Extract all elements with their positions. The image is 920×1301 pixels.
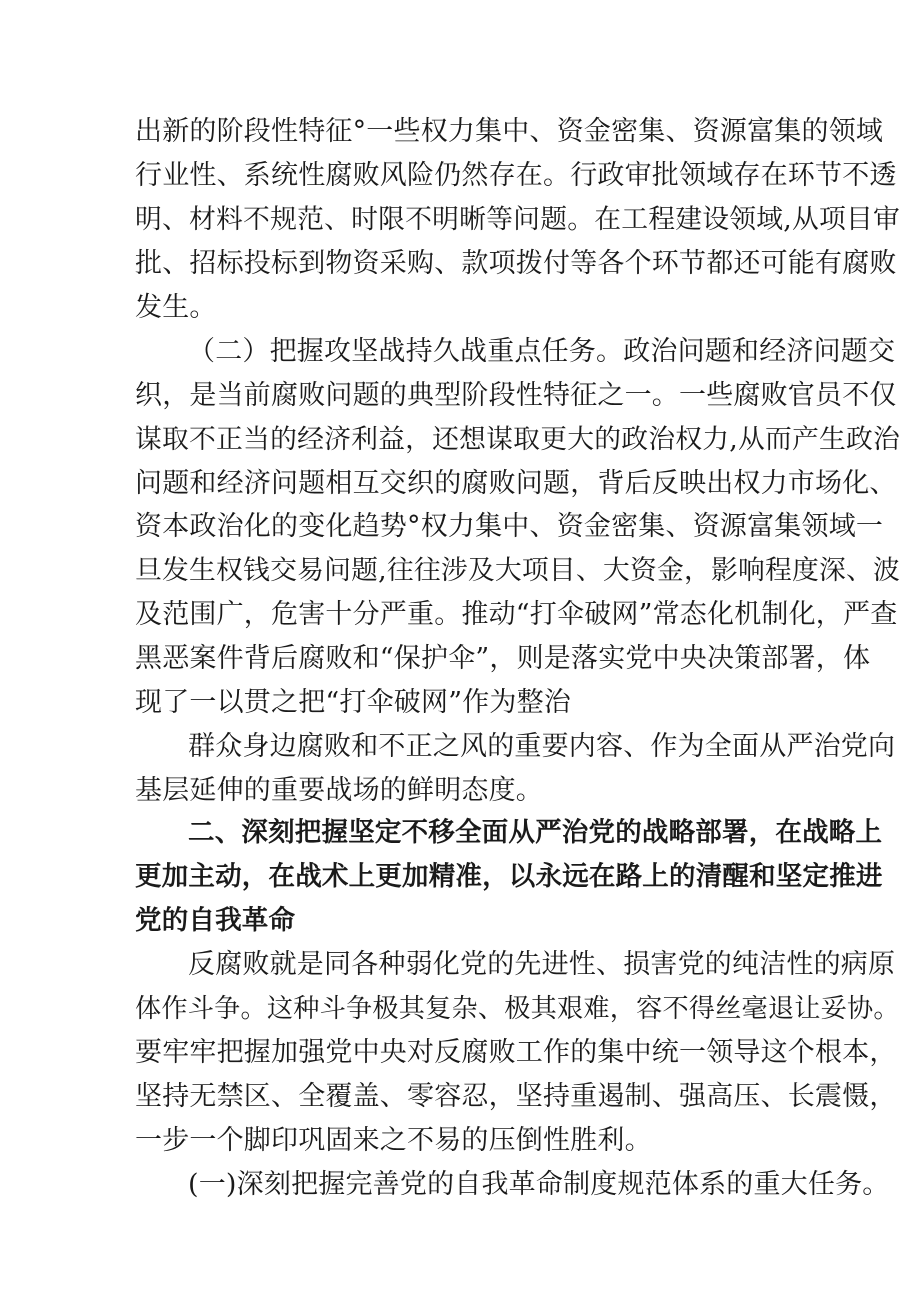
paragraph-4-line-2: 体作斗争。这种斗争极其复杂、极其艰难，容不得丝毫退让妥协。 bbox=[135, 994, 900, 1024]
paragraph-3-line-1: 群众身边腐败和不正之风的重要内容、作为全面从严治党向 bbox=[188, 731, 896, 762]
paragraph-5-line-1: (一)深刻把握完善党的自我革命制度规范体系的重大任务。 bbox=[188, 1169, 890, 1200]
paragraph-2-line-4: 问题和经济问题相互交织的腐败问题，背后反映出权力市场化、 bbox=[135, 468, 897, 499]
paragraph-4-line-1: 反腐败就是同各种弱化党的先进性、损害党的纯洁性的病原 bbox=[188, 949, 896, 980]
paragraph-2-line-3: 谋取不正当的经济利益，还想谋取更大的政治权力,从而产生政治 bbox=[135, 424, 901, 455]
paragraph-3-line-2: 基层延伸的重要战场的鲜明态度。 bbox=[135, 775, 543, 806]
paragraph-2-line-9: 现了一以贯之把“打伞破网”作为整治 bbox=[135, 687, 572, 718]
paragraph-1-line-2: 行业性、系统性腐败风险仍然存在。行政审批领域存在环节不透 bbox=[135, 160, 897, 191]
section-heading-line-2: 更加主动，在战术上更加精准，以永远在路上的清醒和坚定推进 bbox=[135, 861, 883, 892]
paragraph-2-line-6: 旦发生权钱交易问题,往往涉及大项目、大资金，影响程度深、波 bbox=[135, 555, 901, 586]
paragraph-1-line-3: 明、材料不规范、时限不明晰等问题。在工程建设领域,从项目审 bbox=[135, 204, 901, 235]
paragraph-2-line-7: 及范围广，危害十分严重。推动“打伞破网”常态化机制化，严查 bbox=[135, 599, 898, 630]
section-heading-line-3: 党的自我革命 bbox=[135, 905, 296, 936]
paragraph-4-line-4: 坚持无禁区、全覆盖、零容忍，坚持重遏制、强高压、长震慑， bbox=[135, 1081, 897, 1112]
paragraph-2-line-8: 黑恶案件背后腐败和“保护伞”，则是落实党中央决策部署，体 bbox=[135, 643, 871, 674]
paragraph-1-line-1: 出新的阶段性特征°一些权力集中、资金密集、资源富集的领域 bbox=[135, 116, 884, 147]
paragraph-4-line-3: 要牢牢把握加强党中央对反腐败工作的集中统一领导这个根本， bbox=[135, 1037, 897, 1068]
section-heading-line-1: 二、深刻把握坚定不移全面从严治党的战略部署，在战略上 bbox=[188, 817, 883, 848]
paragraph-1-line-5: 发生。 bbox=[135, 292, 217, 323]
paragraph-2-line-2: 织，是当前腐败问题的典型阶段性特征之一。一些腐败官员不仅 bbox=[135, 380, 897, 411]
paragraph-4-line-5: 一步一个脚印巩固来之不易的压倒性胜利。 bbox=[135, 1125, 652, 1156]
paragraph-2-line-1: （二）把握攻坚战持久战重点任务。政治问题和经济问题交 bbox=[188, 336, 896, 367]
paragraph-1-line-4: 批、招标投标到物资采购、款项拨付等各个环节都还可能有腐败 bbox=[135, 248, 897, 279]
paragraph-2-line-5: 资本政治化的变化趋势°权力集中、资金密集、资源富集领域一 bbox=[135, 511, 884, 542]
